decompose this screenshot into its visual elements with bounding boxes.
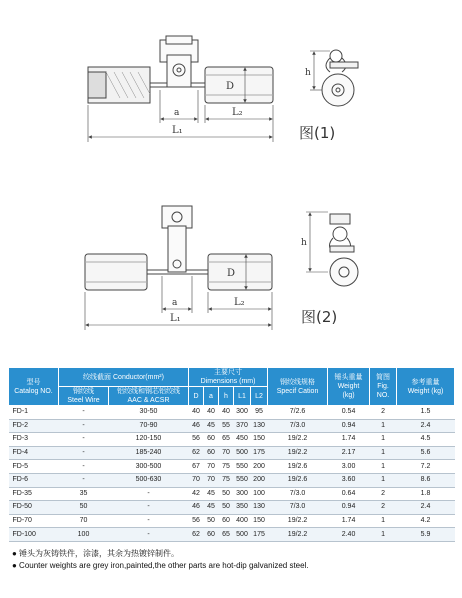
dim-D-2: D [227, 268, 236, 279]
table-cell: FD-50 [9, 501, 59, 515]
spec-table [8, 367, 455, 542]
table-cell: 300-500 [109, 460, 189, 474]
spec-table-body [9, 406, 455, 542]
dim-L2-1: L₂ [232, 107, 243, 118]
table-cell: 1.5 [397, 406, 455, 420]
table-cell: 120-150 [109, 433, 189, 447]
table-cell: 40 [204, 406, 219, 420]
header-dim-L2: L2 [251, 387, 268, 406]
note-chinese: ● 锤头为灰铸铁件，涂漆，其余为热镀锌制件。 [12, 549, 180, 558]
table-cell: 67 [189, 460, 204, 474]
table-cell: 60 [204, 433, 219, 447]
table-cell: 300 [234, 406, 251, 420]
header-dim-L1: L1 [234, 387, 251, 406]
table-cell: 7/3.0 [268, 501, 328, 515]
table-cell: 19/2.6 [268, 460, 328, 474]
table-cell: FD-6 [9, 473, 59, 487]
table-cell: 7/3.0 [268, 487, 328, 501]
table-cell: 1 [370, 528, 397, 542]
table-cell: 1.74 [328, 433, 370, 447]
table-cell: 2.17 [328, 446, 370, 460]
table-cell: - [59, 460, 109, 474]
table-cell: 56 [189, 433, 204, 447]
table-cell: 300 [234, 487, 251, 501]
table-cell: 60 [204, 446, 219, 460]
table-cell: 55 [219, 419, 234, 433]
table-cell: FD-100 [9, 528, 59, 542]
header-steel: 钢绞线 Steel Wire [59, 387, 109, 406]
table-cell: 500 [234, 446, 251, 460]
table-cell: 70 [204, 473, 219, 487]
table-cell: 2.40 [328, 528, 370, 542]
header-conductor: 绞线截面 Conductor(mm²) [59, 368, 189, 387]
table-row [9, 514, 455, 528]
dim-h-1: h [305, 68, 311, 78]
table-cell: FD-5 [9, 460, 59, 474]
header-dim-a: a [204, 387, 219, 406]
table-cell: 1 [370, 514, 397, 528]
table-cell: 1.74 [328, 514, 370, 528]
table-cell: 42 [189, 487, 204, 501]
table-cell: 1.8 [397, 487, 455, 501]
table-cell: 46 [189, 419, 204, 433]
figure-2-side-view [306, 212, 358, 286]
table-cell: 0.94 [328, 501, 370, 515]
dim-a-2: a [172, 298, 178, 308]
header-aac: 铝绞线和钢芯铝绞线 AAC & ACSR [109, 387, 189, 406]
table-row [9, 501, 455, 515]
table-cell: 4.5 [397, 433, 455, 447]
table-cell: 500 [234, 528, 251, 542]
table-cell: 1 [370, 473, 397, 487]
table-cell: 150 [251, 433, 268, 447]
table-cell: 7/3.0 [268, 419, 328, 433]
dim-h-2: h [301, 238, 307, 248]
figure-1-side-view [310, 50, 358, 106]
table-cell: 150 [251, 514, 268, 528]
header-fig: 简图 Fig. NO. [370, 368, 397, 406]
table-cell: 1 [370, 433, 397, 447]
table-cell: 100 [59, 528, 109, 542]
header-dim-h: h [219, 387, 234, 406]
table-cell: 350 [234, 501, 251, 515]
table-cell: FD-35 [9, 487, 59, 501]
table-cell: 2.4 [397, 419, 455, 433]
table-cell: 70 [59, 514, 109, 528]
table-cell: 70 [219, 446, 234, 460]
table-cell: 75 [219, 460, 234, 474]
header-ref-weight: 参考重量 Weight (kg) [397, 368, 455, 406]
table-cell: 2 [370, 487, 397, 501]
table-cell: 50 [219, 501, 234, 515]
table-row [9, 460, 455, 474]
table-cell: 550 [234, 473, 251, 487]
table-cell: 200 [251, 473, 268, 487]
table-cell: 75 [219, 473, 234, 487]
table-cell: 0.64 [328, 487, 370, 501]
table-row [9, 473, 455, 487]
figure-2-label: 图(2) [301, 308, 338, 326]
table-cell: 1 [370, 419, 397, 433]
table-cell: 46 [189, 501, 204, 515]
table-cell: 450 [234, 433, 251, 447]
table-cell: 19/2.2 [268, 514, 328, 528]
table-cell: FD-1 [9, 406, 59, 420]
header-dimensions: 主要尺寸 Dimensions (mm) [189, 368, 268, 387]
table-cell: 100 [251, 487, 268, 501]
table-row [9, 487, 455, 501]
table-cell: 5.6 [397, 446, 455, 460]
table-cell: 50 [59, 501, 109, 515]
table-cell: 65 [219, 433, 234, 447]
figure-1-label: 图(1) [299, 124, 336, 142]
table-cell: 62 [189, 528, 204, 542]
table-cell: - [59, 419, 109, 433]
table-cell: 40 [189, 406, 204, 420]
table-cell: 550 [234, 460, 251, 474]
table-cell: 175 [251, 446, 268, 460]
table-cell: 175 [251, 528, 268, 542]
table-cell: - [109, 501, 189, 515]
figure-2-front-view [85, 206, 272, 330]
table-cell: 70 [189, 473, 204, 487]
header-specif: 钢绞线规格 Specif Cation [268, 368, 328, 406]
note-english: ● Counter weights are grey iron,painted,the other parts are hot-dip galvanized steel. [12, 561, 309, 570]
table-cell: - [59, 433, 109, 447]
table-cell: 185-240 [109, 446, 189, 460]
table-cell: 56 [189, 514, 204, 528]
table-cell: FD-2 [9, 419, 59, 433]
table-cell: 50 [204, 514, 219, 528]
table-cell: 3.60 [328, 473, 370, 487]
table-cell: 30-50 [109, 406, 189, 420]
table-row [9, 419, 455, 433]
table-cell: - [109, 528, 189, 542]
table-cell: FD-70 [9, 514, 59, 528]
table-cell: 95 [251, 406, 268, 420]
table-cell: 0.94 [328, 419, 370, 433]
dim-L1-2: L₁ [170, 313, 181, 324]
table-cell: 60 [204, 528, 219, 542]
table-row [9, 433, 455, 447]
table-cell: 5.9 [397, 528, 455, 542]
table-cell: 45 [204, 501, 219, 515]
table-cell: 3.00 [328, 460, 370, 474]
table-cell: FD-4 [9, 446, 59, 460]
dim-L2-2: L₂ [234, 297, 245, 308]
table-cell: 370 [234, 419, 251, 433]
table-cell: - [109, 487, 189, 501]
table-cell: 7/2.6 [268, 406, 328, 420]
table-cell: 70 [204, 460, 219, 474]
table-cell: 35 [59, 487, 109, 501]
table-cell: 50 [219, 487, 234, 501]
table-cell: 19/2.2 [268, 446, 328, 460]
table-cell: FD-3 [9, 433, 59, 447]
header-catalog: 型号 Catalog NO. [9, 368, 59, 406]
table-row [9, 446, 455, 460]
table-cell: 130 [251, 501, 268, 515]
table-cell: 4.2 [397, 514, 455, 528]
table-cell: 19/2.2 [268, 528, 328, 542]
table-cell: 60 [219, 514, 234, 528]
dim-a-1: a [174, 108, 180, 118]
table-row [9, 528, 455, 542]
table-cell: 62 [189, 446, 204, 460]
table-cell: 130 [251, 419, 268, 433]
table-cell: 8.6 [397, 473, 455, 487]
table-cell: 65 [219, 528, 234, 542]
table-cell: 500-630 [109, 473, 189, 487]
table-cell: 400 [234, 514, 251, 528]
table-cell: 19/2.2 [268, 433, 328, 447]
table-cell: 45 [204, 419, 219, 433]
table-cell: 1 [370, 460, 397, 474]
table-row [9, 406, 455, 420]
table-cell: 2 [370, 406, 397, 420]
table-cell: 40 [219, 406, 234, 420]
table-cell: 7.2 [397, 460, 455, 474]
header-weight-hammer: 锤头重量 Weight (kg) [328, 368, 370, 406]
notes [12, 548, 452, 572]
table-cell: 2.4 [397, 501, 455, 515]
table-cell: - [59, 406, 109, 420]
dim-D-1: D [226, 81, 235, 92]
table-cell: 2 [370, 501, 397, 515]
table-cell: - [109, 514, 189, 528]
table-cell: 0.54 [328, 406, 370, 420]
table-cell: 1 [370, 446, 397, 460]
header-dim-D: D [189, 387, 204, 406]
table-cell: 200 [251, 460, 268, 474]
table-cell: - [59, 446, 109, 460]
table-cell: - [59, 473, 109, 487]
dim-L1-1: L₁ [172, 125, 183, 136]
table-cell: 45 [204, 487, 219, 501]
table-cell: 19/2.6 [268, 473, 328, 487]
table-cell: 70-90 [109, 419, 189, 433]
